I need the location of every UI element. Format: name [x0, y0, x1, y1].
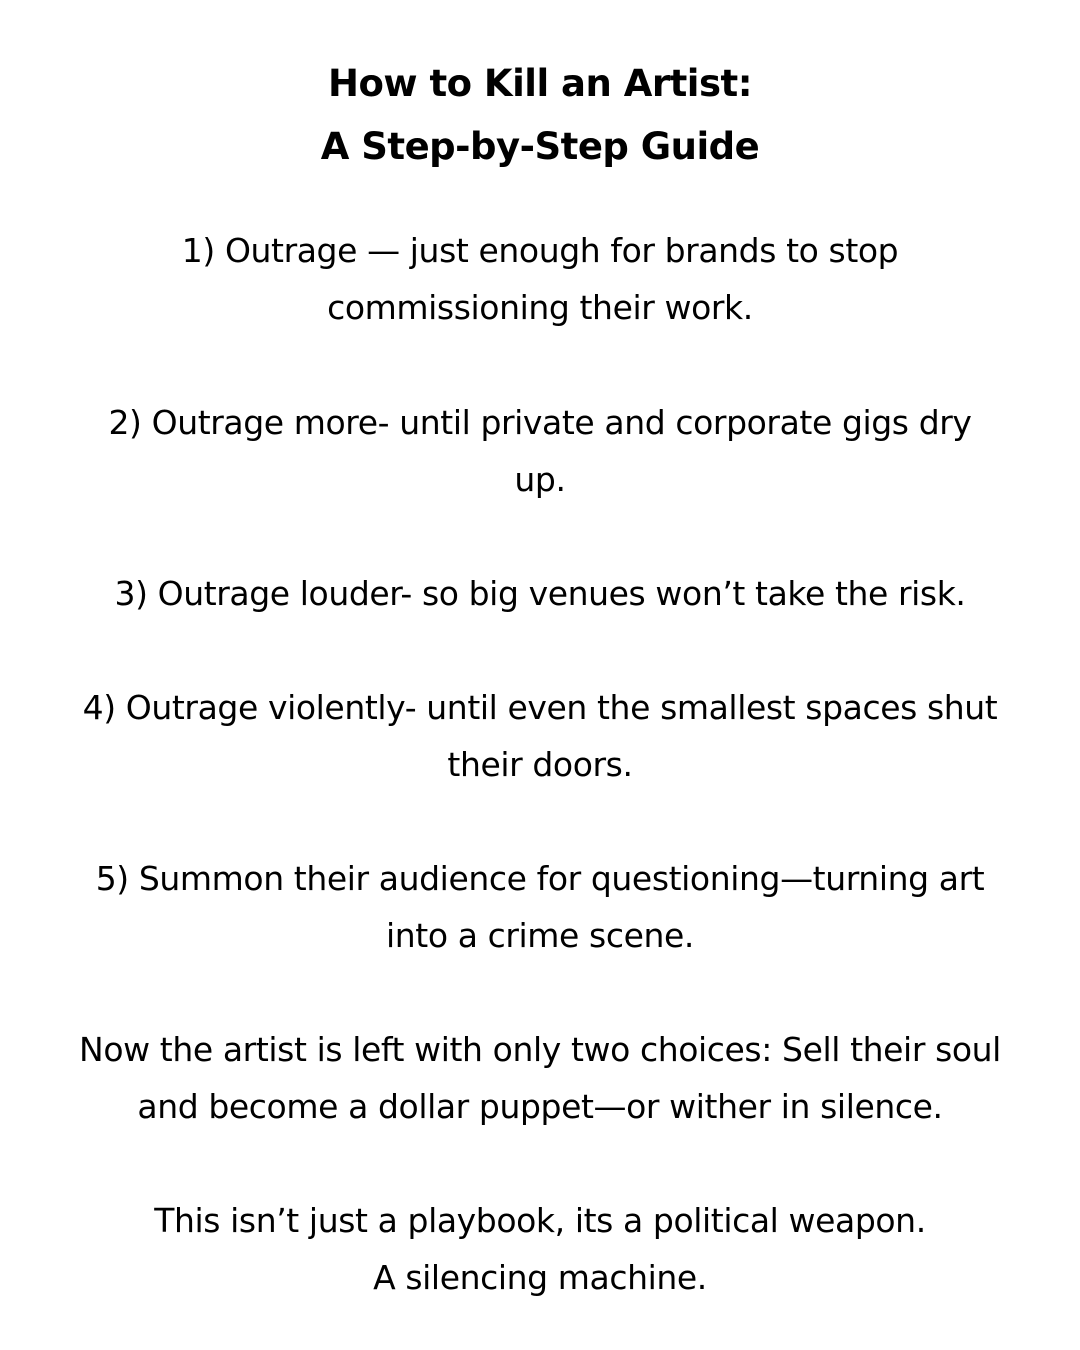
step-4: [30, 679, 1050, 793]
step-3: [30, 565, 1050, 622]
conclusion-line-2: and become a dollar puppet—or wither in silence.: [137, 1087, 943, 1126]
closing-paragraph: [30, 1192, 1050, 1306]
step-4-line-1: 4) Outrage violently- until even the smallest spaces shut: [82, 688, 998, 727]
step-2-line-2: up.: [514, 460, 566, 499]
step-5: [30, 850, 1050, 964]
step-5-line-1: 5) Summon their audience for questioning—turning art: [95, 859, 985, 898]
step-1-line-1: 1) Outrage — just enough for brands to stop: [181, 231, 899, 270]
step-3-line-1: 3) Outrage louder- so big venues won’t take the risk.: [114, 574, 966, 613]
step-2-line-1: 2) Outrage more- until private and corporate gigs dry: [108, 403, 972, 442]
step-1: [30, 222, 1050, 336]
conclusion-line-1: Now the artist is left with only two choices: Sell their soul: [79, 1030, 1001, 1069]
conclusion-paragraph: [30, 1021, 1050, 1135]
step-2: [30, 394, 1050, 508]
page-title: [0, 52, 1080, 178]
step-4-line-2: their doors.: [447, 745, 633, 784]
closing-line-2: A silencing machine.: [373, 1258, 707, 1297]
step-1-line-2: commissioning their work.: [327, 288, 753, 327]
step-5-line-2: into a crime scene.: [386, 916, 694, 955]
closing-line-1: This isn’t just a playbook, its a political weapon.: [154, 1201, 926, 1240]
title-line-1: How to Kill an Artist:: [328, 62, 752, 105]
title-line-2: A Step-by-Step Guide: [320, 125, 760, 168]
